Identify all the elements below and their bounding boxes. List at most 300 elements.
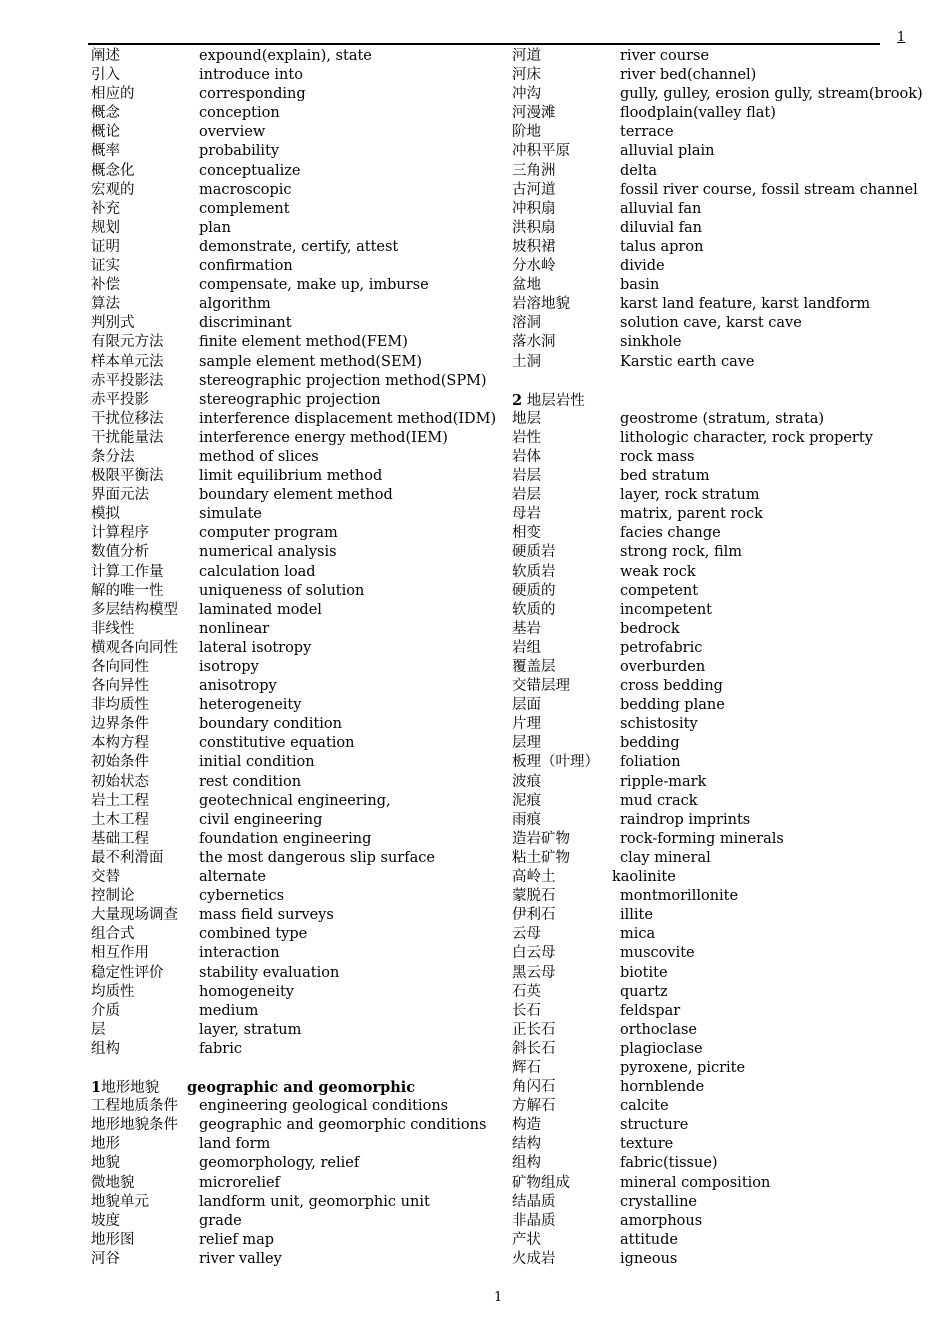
glossary-entry: [512, 467, 912, 486]
glossary-entry: [512, 219, 912, 238]
term-chinese: 伊利石: [512, 907, 556, 924]
term-english: demonstrate, certify, attest: [199, 238, 399, 255]
glossary-entry: [91, 1174, 501, 1193]
term-chinese: 干扰能量法: [91, 429, 164, 446]
term-english: expound(explain), state: [199, 48, 372, 64]
glossary-entry: [91, 773, 501, 792]
glossary-entry: [91, 333, 501, 352]
glossary-entry: [512, 792, 912, 811]
term-chinese: 河漫滩: [512, 105, 556, 122]
glossary-entry: [91, 715, 501, 734]
term-chinese: 地形图: [91, 1231, 135, 1248]
glossary-entry: [91, 543, 501, 562]
term-english: layer, stratum: [199, 1021, 302, 1038]
term-english: geomorphology, relief: [199, 1155, 360, 1172]
term-english: lateral isotropy: [199, 639, 312, 656]
glossary-entry: [512, 811, 912, 830]
term-english: boundary condition: [199, 716, 342, 733]
term-english: geotechnical engineering,: [199, 792, 391, 809]
section-2-number: 2: [512, 391, 523, 409]
glossary-entry: [91, 1097, 501, 1116]
glossary-entry: [512, 1250, 912, 1269]
term-english: facies change: [620, 525, 721, 542]
glossary-entry: [91, 162, 501, 181]
term-english: pyroxene, picrite: [620, 1059, 746, 1076]
term-chinese: 干扰位移法: [91, 410, 164, 427]
glossary-entry: [91, 1154, 501, 1173]
glossary-entry: [512, 563, 912, 582]
term-chinese: 各向异性: [91, 678, 149, 695]
term-english: floodplain(valley flat): [620, 105, 776, 122]
term-english: kaolinite: [612, 869, 676, 886]
glossary-entry: [91, 486, 501, 505]
glossary-entry: [91, 1040, 501, 1059]
left-term-list: [91, 47, 501, 1059]
term-chinese: 补偿: [91, 277, 120, 294]
term-english: overview: [199, 124, 266, 141]
term-english: karst land feature, karst landform: [620, 296, 871, 313]
term-english: land form: [199, 1136, 271, 1153]
glossary-entry: [91, 467, 501, 486]
term-chinese: 岩层: [512, 468, 541, 485]
term-english: bed stratum: [620, 468, 710, 485]
term-english: probability: [199, 143, 280, 160]
term-english: muscovite: [620, 945, 695, 962]
term-chinese: 交替: [91, 869, 120, 886]
section-1-heading: [91, 1078, 501, 1097]
term-english: stability evaluation: [199, 964, 340, 981]
term-chinese: 基础工程: [91, 830, 149, 847]
term-english: rock-forming minerals: [620, 830, 784, 847]
term-english: delta: [620, 162, 657, 179]
term-chinese: 组合式: [91, 926, 135, 943]
glossary-entry: [512, 620, 912, 639]
section-2-title-zh: 地层岩性: [526, 392, 585, 409]
glossary-entry: [91, 601, 501, 620]
term-english: raindrop imprints: [620, 811, 751, 828]
glossary-entry: [512, 658, 912, 677]
glossary-entry: [512, 142, 912, 161]
glossary-entry: [91, 620, 501, 639]
header-rule: [88, 43, 880, 45]
term-chinese: 蒙脱石: [512, 888, 556, 905]
term-chinese: 层理: [512, 735, 541, 752]
glossary-entry: [91, 505, 501, 524]
term-english: layer, rock stratum: [620, 487, 760, 504]
term-english: alternate: [199, 869, 267, 886]
term-english: diluvial fan: [620, 219, 702, 236]
term-chinese: 条分法: [91, 448, 135, 465]
term-english: relief map: [199, 1231, 275, 1248]
term-chinese: 算法: [91, 296, 120, 313]
glossary-entry: [512, 448, 912, 467]
term-chinese: 层: [91, 1021, 106, 1038]
section-2-heading: [512, 391, 912, 410]
glossary-entry: [512, 1154, 912, 1173]
term-english: matrix, parent rock: [620, 506, 763, 523]
term-chinese: 白云母: [512, 945, 556, 962]
glossary-entry: [512, 1135, 912, 1154]
glossary-entry: [512, 1097, 912, 1116]
footer-page-number: 1: [494, 1290, 503, 1305]
term-english: Karstic earth cave: [620, 353, 755, 370]
term-english: confirmation: [199, 258, 293, 275]
term-chinese: 片理: [512, 716, 541, 733]
term-chinese: 交错层理: [512, 678, 570, 695]
term-chinese: 界面元法: [91, 487, 149, 504]
term-chinese: 大量现场调查: [91, 907, 178, 924]
term-chinese: 云母: [512, 926, 541, 943]
glossary-entry: [91, 66, 501, 85]
glossary-entry: [91, 734, 501, 753]
term-chinese: 证实: [91, 258, 120, 275]
term-chinese: 样本单元法: [91, 353, 164, 370]
term-chinese: 斜长石: [512, 1040, 556, 1057]
term-english: texture: [620, 1136, 674, 1153]
glossary-entry: [512, 925, 912, 944]
term-english: conception: [199, 105, 280, 122]
glossary-entry: [91, 944, 501, 963]
glossary-entry: [91, 868, 501, 887]
glossary-entry: [512, 238, 912, 257]
term-chinese: 工程地质条件: [91, 1098, 178, 1115]
term-english: clay mineral: [620, 849, 711, 866]
term-english: constitutive equation: [199, 735, 355, 752]
section-1-title-zh: 地形地貌: [101, 1080, 160, 1097]
term-english: computer program: [199, 525, 338, 542]
term-chinese: 落水洞: [512, 334, 556, 351]
term-english: schistosity: [620, 716, 698, 733]
term-chinese: 盆地: [512, 277, 541, 294]
term-english: bedding plane: [620, 697, 725, 714]
glossary-entry: [512, 715, 912, 734]
term-english: engineering geological conditions: [199, 1098, 449, 1115]
glossary-entry: [512, 162, 912, 181]
glossary-entry: [512, 295, 912, 314]
term-english: calculation load: [199, 563, 316, 580]
glossary-entry: [91, 1250, 501, 1269]
term-chinese: 角闪石: [512, 1079, 556, 1096]
term-chinese: 岩体: [512, 448, 541, 465]
term-chinese: 溶洞: [512, 315, 541, 332]
glossary-entry: [91, 906, 501, 925]
right-term-list: [512, 47, 923, 372]
glossary-entry: [91, 1135, 501, 1154]
glossary-entry: [512, 123, 912, 142]
glossary-entry: [512, 1231, 912, 1250]
glossary-entry: [91, 47, 501, 66]
glossary-entry: [91, 830, 501, 849]
term-english: complement: [199, 200, 290, 217]
term-chinese: 土木工程: [91, 811, 149, 828]
term-english: mud crack: [620, 792, 698, 809]
term-chinese: 组构: [91, 1040, 120, 1057]
term-chinese: 分水岭: [512, 258, 556, 275]
section-1-number: 1: [91, 1079, 102, 1097]
term-chinese: 火成岩: [512, 1250, 556, 1267]
glossary-entry: [512, 333, 912, 352]
glossary-entry: [91, 391, 501, 410]
glossary-entry: [91, 983, 501, 1002]
term-chinese: 多层结构模型: [91, 601, 178, 618]
term-chinese: 岩性: [512, 429, 541, 446]
term-english: nonlinear: [199, 620, 270, 637]
term-chinese: 河道: [512, 48, 541, 64]
section-2-term-list: [512, 410, 912, 1269]
glossary-entry: [512, 696, 912, 715]
term-chinese: 最不利滑面: [91, 849, 164, 866]
glossary-entry: [512, 944, 912, 963]
term-chinese: 有限元方法: [91, 334, 164, 351]
term-english: terrace: [620, 124, 674, 141]
term-chinese: 非晶质: [512, 1212, 556, 1229]
term-chinese: 软质的: [512, 601, 556, 618]
glossary-entry: [512, 47, 912, 66]
glossary-entry: [91, 696, 501, 715]
glossary-entry: [512, 1116, 912, 1135]
glossary-entry: [91, 410, 501, 429]
term-english: algorithm: [199, 296, 271, 313]
glossary-entry: [91, 123, 501, 142]
term-chinese: 结构: [512, 1136, 541, 1153]
term-chinese: 概率: [91, 143, 120, 160]
term-english: civil engineering: [199, 811, 323, 828]
glossary-entry: [91, 257, 501, 276]
term-english: homogeneity: [199, 983, 294, 1000]
term-english: incompetent: [620, 601, 713, 618]
left-column: [91, 47, 501, 1269]
glossary-entry: [512, 773, 912, 792]
glossary-entry: [512, 1040, 912, 1059]
term-chinese: 层面: [512, 697, 541, 714]
glossary-entry: [91, 1002, 501, 1021]
term-english: stereographic projection method(SPM): [199, 372, 487, 389]
term-chinese: 模拟: [91, 506, 120, 523]
glossary-entry: [512, 200, 912, 219]
glossary-entry: [512, 410, 912, 429]
term-chinese: 波痕: [512, 773, 541, 790]
glossary-entry: [512, 181, 918, 200]
glossary-entry: [91, 448, 501, 467]
glossary-entry: [91, 1193, 501, 1212]
term-chinese: 石英: [512, 983, 541, 1000]
term-chinese: 岩土工程: [91, 792, 149, 809]
glossary-entry: [91, 658, 501, 677]
term-english: rock mass: [620, 448, 695, 465]
term-english: quartz: [620, 983, 668, 1000]
term-chinese: 横观各向同性: [91, 639, 178, 656]
term-chinese: 极限平衡法: [91, 468, 164, 485]
term-chinese: 硬质岩: [512, 544, 556, 561]
term-chinese: 相应的: [91, 86, 135, 103]
glossary-entry: [512, 429, 912, 448]
term-chinese: 赤平投影: [91, 391, 149, 408]
term-chinese: 相互作用: [91, 945, 149, 962]
term-chinese: 介质: [91, 1002, 120, 1019]
glossary-entry: [512, 582, 912, 601]
term-chinese: 河谷: [91, 1250, 120, 1267]
term-english: bedrock: [620, 620, 680, 637]
glossary-entry: [512, 314, 912, 333]
term-chinese: 阐述: [91, 48, 120, 64]
blank-row: [512, 372, 912, 391]
glossary-entry: [91, 181, 501, 200]
glossary-entry: [512, 887, 912, 906]
section-1-title-en: geographic and geomorphic: [187, 1079, 416, 1097]
term-english: method of slices: [199, 448, 319, 465]
glossary-entry: [91, 582, 501, 601]
term-chinese: 组构: [512, 1155, 541, 1172]
glossary-entry: [91, 753, 501, 772]
glossary-entry: [512, 257, 912, 276]
term-chinese: 初始状态: [91, 773, 149, 790]
glossary-entry: [512, 1212, 912, 1231]
term-english: landform unit, geomorphic unit: [199, 1193, 430, 1210]
term-english: initial condition: [199, 754, 315, 771]
term-english: overburden: [620, 659, 706, 675]
term-chinese: 构造: [512, 1117, 541, 1134]
term-chinese: 冲沟: [512, 86, 541, 103]
term-english: river bed(channel): [620, 67, 757, 84]
glossary-entry: [91, 677, 501, 696]
glossary-entry: [91, 925, 501, 944]
term-chinese: 坡度: [91, 1212, 120, 1229]
term-english: gully, gulley, erosion gully, stream(brook): [620, 86, 923, 103]
glossary-entry: [512, 1059, 912, 1078]
term-chinese: 古河道: [512, 181, 556, 198]
term-chinese: 造岩矿物: [512, 830, 570, 847]
glossary-entry: [512, 1174, 912, 1193]
term-english: anisotropy: [199, 678, 277, 695]
term-chinese: 冲积平原: [512, 143, 570, 160]
glossary-entry: [91, 1231, 501, 1250]
term-chinese: 泥痕: [512, 792, 541, 809]
term-chinese: 土洞: [512, 353, 541, 370]
term-chinese: 计算工作量: [91, 563, 164, 580]
term-english: compensate, make up, imburse: [199, 277, 429, 294]
term-english: competent: [620, 582, 699, 599]
term-english: calcite: [620, 1098, 669, 1115]
term-english: orthoclase: [620, 1021, 697, 1038]
term-english: montmorillonite: [620, 888, 739, 905]
term-english: the most dangerous slip surface: [199, 849, 435, 866]
term-chinese: 阶地: [512, 124, 541, 141]
blank-row: [91, 1059, 501, 1078]
term-english: macroscopic: [199, 181, 292, 198]
right-column: [512, 47, 923, 1269]
glossary-entry: [512, 734, 912, 753]
glossary-entry: [91, 524, 501, 543]
term-chinese: 初始条件: [91, 754, 149, 771]
term-chinese: 岩层: [512, 487, 541, 504]
term-chinese: 规划: [91, 219, 120, 236]
glossary-entry: [512, 983, 912, 1002]
term-chinese: 地貌单元: [91, 1193, 149, 1210]
term-english: igneous: [620, 1250, 678, 1267]
term-english: cybernetics: [199, 888, 285, 905]
term-chinese: 岩溶地貌: [512, 296, 570, 313]
term-english: bedding: [620, 735, 680, 752]
term-english: mica: [620, 926, 656, 943]
term-english: geographic and geomorphic conditions: [199, 1117, 487, 1134]
term-chinese: 正长石: [512, 1021, 556, 1038]
glossary-entry: [512, 353, 912, 372]
term-chinese: 判别式: [91, 315, 135, 332]
term-english: combined type: [199, 926, 308, 943]
term-english: boundary element method: [199, 487, 393, 504]
term-chinese: 非线性: [91, 620, 135, 637]
term-english: river course: [620, 48, 710, 64]
term-english: alluvial fan: [620, 200, 702, 217]
term-english: simulate: [199, 506, 262, 523]
term-english: hornblende: [620, 1079, 705, 1096]
term-chinese: 概念: [91, 105, 120, 122]
glossary-entry: [512, 1002, 912, 1021]
term-english: basin: [620, 277, 660, 294]
glossary-entry: [91, 200, 501, 219]
term-english: geostrome (stratum, strata): [620, 410, 825, 427]
glossary-entry: [91, 142, 501, 161]
term-chinese: 计算程序: [91, 525, 149, 542]
term-english: laminated model: [199, 601, 322, 618]
term-english: mass field surveys: [199, 907, 334, 924]
term-english: feldspar: [620, 1002, 681, 1019]
glossary-entry: [91, 429, 501, 448]
glossary-entry: [512, 486, 912, 505]
term-english: mineral composition: [620, 1174, 771, 1191]
term-chinese: 宏观的: [91, 181, 135, 198]
glossary-entry: [91, 887, 501, 906]
term-english: strong rock, film: [620, 544, 743, 561]
term-english: crystalline: [620, 1193, 697, 1210]
glossary-entry: [512, 505, 912, 524]
term-english: corresponding: [199, 86, 306, 103]
term-english: conceptualize: [199, 162, 301, 179]
glossary-entry: [91, 353, 501, 372]
glossary-entry: [512, 753, 912, 772]
glossary-entry: [512, 868, 912, 887]
term-chinese: 控制论: [91, 888, 135, 905]
term-chinese: 辉石: [512, 1059, 541, 1076]
glossary-entry: [512, 66, 912, 85]
glossary-entry: [512, 906, 912, 925]
term-chinese: 硬质的: [512, 582, 556, 599]
term-chinese: 长石: [512, 1002, 541, 1019]
term-chinese: 结晶质: [512, 1193, 556, 1210]
glossary-entry: [512, 104, 912, 123]
term-english: river valley: [199, 1250, 282, 1267]
term-english: fabric(tissue): [620, 1155, 718, 1172]
glossary-entry: [91, 238, 501, 257]
term-english: foundation engineering: [199, 830, 372, 847]
term-chinese: 稳定性评价: [91, 964, 164, 981]
term-chinese: 粘土矿物: [512, 849, 570, 866]
glossary-entry: [91, 1212, 501, 1231]
term-english: solution cave, karst cave: [620, 315, 802, 332]
term-english: finite element method(FEM): [199, 334, 408, 351]
term-chinese: 相变: [512, 525, 541, 542]
term-chinese: 概念化: [91, 162, 135, 179]
term-english: ripple-mark: [620, 773, 707, 790]
term-chinese: 岩组: [512, 639, 541, 656]
term-english: weak rock: [620, 563, 696, 580]
term-english: stereographic projection: [199, 391, 381, 408]
glossary-entry: [91, 964, 501, 983]
glossary-entry: [512, 964, 912, 983]
term-chinese: 微地貌: [91, 1174, 135, 1191]
term-chinese: 证明: [91, 238, 120, 255]
term-chinese: 坡积裙: [512, 238, 556, 255]
